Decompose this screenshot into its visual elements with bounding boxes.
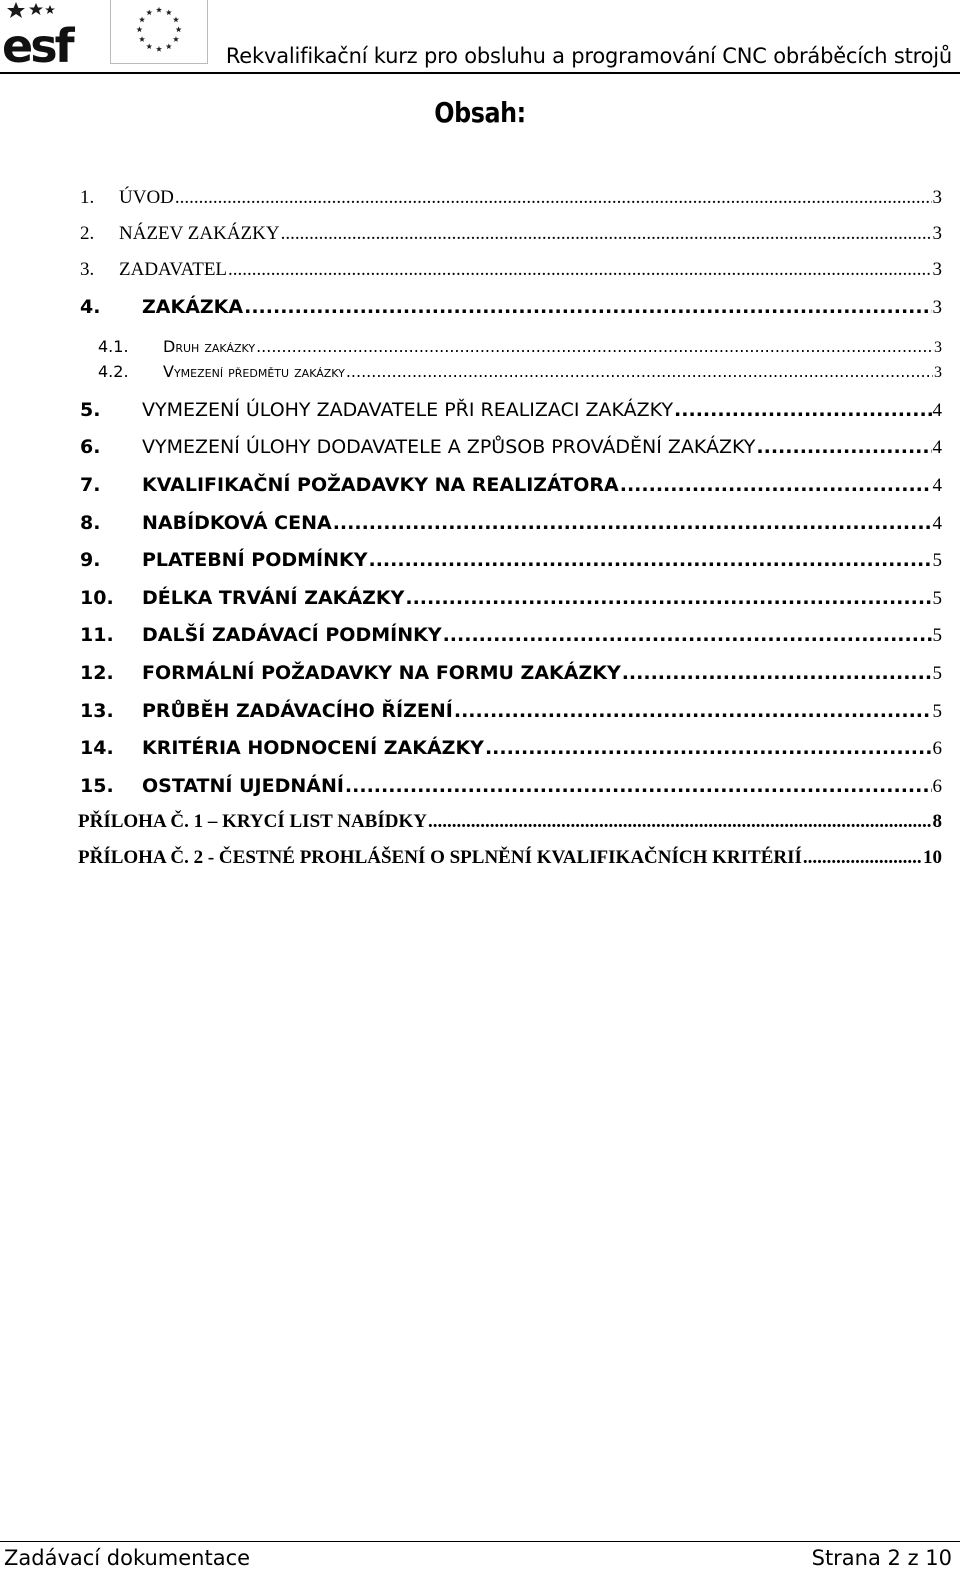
dot-leader [756,436,931,458]
eu-star-icon [166,9,172,15]
toc-subentry[interactable] [0,362,960,392]
toc-entry-page: 4 [932,400,942,421]
toc-entry-number: 14. [80,737,114,759]
toc-entry-page: 3 [932,223,942,244]
toc-entry[interactable] [0,259,960,289]
dot-leader [428,811,932,833]
eu-star-icon [146,9,152,15]
esf-logo-text: esf [2,19,72,66]
toc-entry-number: 6. [80,436,101,458]
toc-entry-title: VYMEZENÍ ÚLOHY DODAVATELE A ZPŮSOB PROVÁDĚNÍ ZAKÁZKY [142,436,756,458]
toc-entry-page: 3 [934,364,942,381]
toc-entry-number: 7. [80,474,101,496]
toc-entry-title: ÚVOD [119,187,174,208]
toc-entry[interactable] [0,512,960,542]
eu-star-icon [156,7,162,13]
toc-entry-title: FORMÁLNÍ POŽADAVKY NA FORMU ZAKÁZKY [142,662,621,684]
toc-entry-number: 4.2. [98,362,129,381]
dot-leader [674,399,931,421]
toc-entry-title: DALŠÍ ZADÁVACÍ PODMÍNKY [142,624,442,646]
toc-entry-page: 4 [932,437,942,458]
toc-title: Obsah: [434,96,526,129]
toc-entry-page: 5 [932,550,942,571]
toc-entry-page: 6 [932,776,942,797]
toc-entry-title: KVALIFIKAČNÍ POŽADAVKY NA REALIZÁTORA [142,474,619,496]
dot-leader [244,296,931,318]
toc-entry-page: 8 [932,811,942,832]
dot-leader [622,662,932,684]
toc-entry[interactable] [0,549,960,579]
toc-appendix-entry[interactable] [0,811,960,841]
toc-entry[interactable] [0,296,960,326]
eu-star-icon [156,46,162,52]
toc-entry-title: Vymezení předmětu zakázky [163,362,345,381]
toc-entry[interactable] [0,587,960,617]
dot-leader [368,549,931,571]
toc-entry-title: DÉLKA TRVÁNÍ ZAKÁZKY [142,587,405,609]
toc-entry-page: 3 [932,187,942,208]
eu-star-icon [139,17,145,23]
toc-entry-number: 12. [80,662,114,684]
toc-entry[interactable] [0,399,960,429]
toc-entry-title: VYMEZENÍ ÚLOHY ZADAVATELE PŘI REALIZACI ZAKÁZKY [142,399,674,421]
eu-star-icon [136,26,142,32]
toc-entry[interactable] [0,737,960,767]
toc-entry-page: 5 [932,625,942,646]
toc-entry-page: 4 [932,513,942,534]
eu-star-icon [176,26,182,32]
toc-entry-page: 10 [923,847,942,868]
toc-entry-number: 1. [80,187,95,208]
toc-entry[interactable] [0,775,960,805]
toc-entry-page: 5 [932,663,942,684]
toc-entry-title: NABÍDKOVÁ CENA [142,512,332,534]
toc-entry-title: PŘÍLOHA Č. 2 - ČESTNÉ PROHLÁŠENÍ O SPLNĚNÍ KVALIFIKAČNÍCH KRITÉRIÍ [78,847,802,868]
dot-leader [333,512,932,534]
toc-entry-number: 11. [80,624,114,646]
toc-entry[interactable] [0,474,960,504]
footer-page-number: Strana 2 z 10 [811,1546,952,1570]
dot-leader [228,259,931,281]
page-header [0,0,960,76]
toc-entry[interactable] [0,662,960,692]
header-divider [0,72,960,74]
dot-leader [803,847,922,869]
esf-logo [2,0,82,66]
header-title: Rekvalifikační kurz pro obsluhu a programování CNC obráběcích strojů [225,44,952,68]
toc-entry[interactable] [0,624,960,654]
toc-entry-number: 4. [80,296,101,318]
toc-entry-title: ZADAVATEL [119,259,228,280]
toc-entry-number: 2. [80,223,95,244]
toc-entry[interactable] [0,700,960,730]
toc-entry-number: 4.1. [98,337,129,356]
toc-entry-page: 3 [934,339,942,356]
toc-entry[interactable] [0,187,960,217]
dot-leader [346,362,933,381]
eu-star-icon [139,36,145,42]
toc-entry-page: 5 [932,588,942,609]
eu-star-icon [166,43,172,49]
toc-entry-number: 5. [80,399,101,421]
toc-entry[interactable] [0,223,960,253]
toc-entry-number: 13. [80,700,114,722]
toc-entry-page: 4 [932,475,942,496]
toc-entry-title: OSTATNÍ UJEDNÁNÍ [142,775,344,797]
toc-entry-page: 3 [932,297,942,318]
toc-entry-title: KRITÉRIA HODNOCENÍ ZAKÁZKY [142,737,484,759]
toc-entry-title: ZAKÁZKA [142,296,244,318]
toc-entry-number: 9. [80,549,101,571]
toc-entry-number: 10. [80,587,114,609]
dot-leader [281,223,932,245]
dot-leader [175,187,932,209]
dot-leader [485,737,932,759]
dot-leader [345,775,932,797]
dot-leader [256,337,933,356]
toc-entry-page: 3 [932,259,942,280]
toc-entry-title: PRŮBĚH ZADÁVACÍHO ŘÍZENÍ [142,700,453,722]
toc-entry-title: NÁZEV ZAKÁZKY [119,223,280,244]
eu-star-icon [146,43,152,49]
footer-document-name: Zadávací dokumentace [4,1546,251,1570]
toc-entry-title: PLATEBNÍ PODMÍNKY [142,549,368,571]
dot-leader [620,474,932,496]
toc-entry-number: 3. [80,259,95,280]
eu-star-icon [173,36,179,42]
footer-divider [0,1541,960,1542]
toc-entry-page: 5 [932,701,942,722]
eu-star-icon [173,17,179,23]
toc-entry-page: 6 [932,738,942,759]
eu-flag-icon [110,0,208,64]
toc-entry-number: 8. [80,512,101,534]
dot-leader [443,624,932,646]
toc-entry[interactable] [0,436,960,466]
dot-leader [454,700,932,722]
toc-entry-number: 15. [80,775,114,797]
toc-entry-title: PŘÍLOHA Č. 1 – KRYCÍ LIST NABÍDKY [78,811,427,832]
toc-entry-title: Druh zakázky [163,337,256,356]
dot-leader [405,587,931,609]
toc-appendix-entry[interactable] [0,847,960,877]
